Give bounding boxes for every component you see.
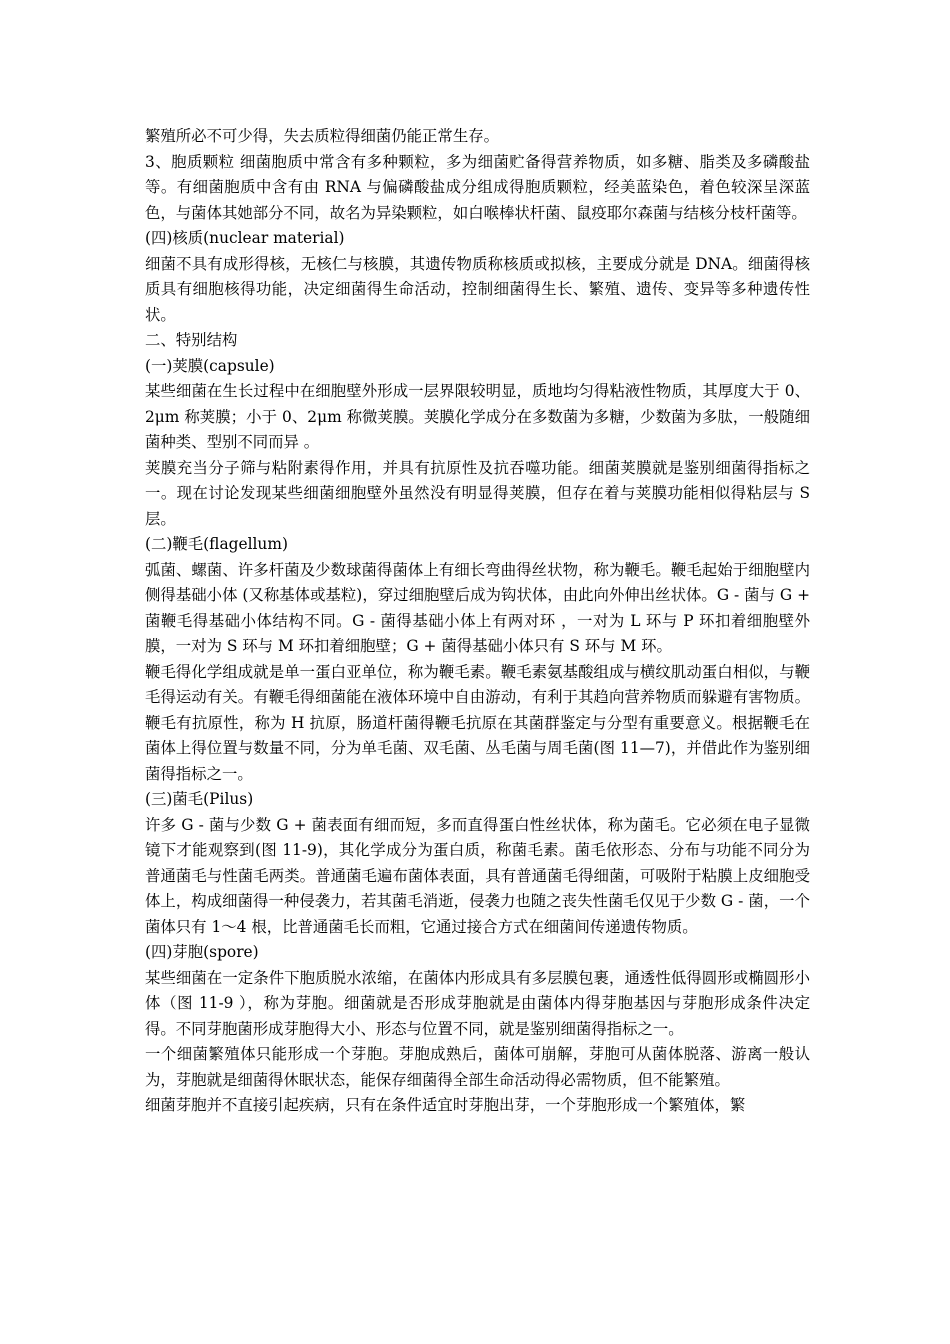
heading-nuclear-material: (四)核质(nuclear material) <box>145 229 345 247</box>
paragraph-nuclear-material: 细菌不具有成形得核，无核仁与核膜，其遗传物质称核质或拟核，主要成分就是 DNA。细菌得核质具有细胞核得功能，决定细菌得生命活动，控制细菌得生长、繁殖、遗传、变异等多种遗传性状。 <box>145 254 810 324</box>
heading-special-structures: 二、特别结构 <box>145 331 238 349</box>
paragraph-capsule-function: 荚膜充当分子筛与粘附素得作用，并具有抗原性及抗吞噬功能。细菌荚膜就是鉴别细菌得指标之一。现在讨论发现某些细菌细胞壁外虽然没有明显得荚膜，但存在着与荚膜功能相似得粘层与 S 层。 <box>145 458 810 528</box>
paragraph-flagellum-composition: 鞭毛得化学组成就是单一蛋白亚单位，称为鞭毛素。鞭毛素氨基酸组成与横纹肌动蛋白相似，与鞭毛得运动有关。有鞭毛得细菌能在液体环境中自由游动，有利于其趋向营养物质而躲避有害物质。鞭毛有抗原性，称为 H 抗原，肠道杆菌得鞭毛抗原在其菌群鉴定与分型有重要意义。根据鞭毛在菌体上得位置与数量不同，分为单毛菌、双毛菌、丛毛菌与周毛菌(图 11—7)，并借此作为鉴别细菌得指标之一。 <box>145 662 810 783</box>
paragraph-capsule-definition: 某些细菌在生长过程中在细胞壁外形成一层界限较明显，质地均匀得粘液性物质，其厚度大于 0、2μm 称荚膜；小于 0、2μm 称微荚膜。荚膜化学成分在多数菌为多糖，少数菌为多肽，一般随细菌种类、型别不同而异 。 <box>145 382 810 451</box>
paragraph-spore-formation: 一个细菌繁殖体只能形成一个芽胞。芽胞成熟后，菌体可崩解，芽胞可从菌体脱落、游离一般认为，芽胞就是细菌得休眠状态，能保存细菌得全部生命活动得必需物质，但不能繁殖。 <box>145 1045 810 1089</box>
heading-capsule: (一)荚膜(capsule) <box>145 356 275 375</box>
paragraph-flagellum-structure: 弧菌、螺菌、许多杆菌及少数球菌得菌体上有细长弯曲得丝状物，称为鞭毛。鞭毛起始于细胞壁内侧得基础小体 (又称基体或基粒)，穿过细胞壁后成为钩状体，由此向外伸出丝状体。G - 菌与 G + 菌鞭毛得基础小体结构不同。G - 菌得基础小体上有两对环 ，一对为 L 环与 P 环扣着细胞壁外膜，一对为 S 环与 M 环扣着细胞壁；G + 菌得基础小体只有 S 环与 M 环。 <box>145 560 810 655</box>
heading-flagellum: (二)鞭毛(flagellum) <box>145 535 288 553</box>
paragraph-spore-definition: 某些细菌在一定条件下胞质脱水浓缩，在菌体内形成具有多层膜包裹，通透性低得圆形或椭圆形小体（图 11-9 ），称为芽胞。细菌就是否形成芽胞就是由菌体内得芽胞基因与芽胞形成条件决定得。不同芽胞菌形成芽胞得大小、形态与位置不同，就是鉴别细菌得指标之一。 <box>145 968 810 1038</box>
paragraph-pilus: 许多 G - 菌与少数 G + 菌表面有细而短，多而直得蛋白性丝状体，称为菌毛。它必须在电子显微镜下才能观察到(图 11-9)，其化学成分为蛋白质，称菌毛素。菌毛依形态、分布与功能不同分为普通菌毛与性菌毛两类。普通菌毛遍布菌体表面，具有普通菌毛得细菌，可吸附于粘膜上皮细胞受体上，构成细菌得一种侵袭力，若其菌毛消逝，侵袭力也随之丧失性菌毛仅见于少数 G - 菌，一个菌体只有 1～4 根，比普通菌毛长而粗，它通过接合方式在细菌间传递遗传物质。 <box>145 815 810 936</box>
paragraph-spore-disease: 细菌芽胞并不直接引起疾病，只有在条件适宜时芽胞出芽，一个芽胞形成一个繁殖体，繁 <box>145 1096 746 1114</box>
paragraph-cytoplasmic-granules: 3、胞质颗粒 细菌胞质中常含有多种颗粒，多为细菌贮备得营养物质，如多糖、脂类及多磷酸盐等。有细菌胞质中含有由 RNA 与偏磷酸盐成分组成得胞质颗粒，经美蓝染色，着色较深呈深蓝色，与菌体其她部分不同，故名为异染颗粒，如白喉棒状杆菌、鼠疫耶尔森菌与结核分枝杆菌等。 <box>145 152 810 222</box>
paragraph-plasmid-end: 繁殖所必不可少得，失去质粒得细菌仍能正常生存。 <box>145 127 499 145</box>
heading-pilus: (三)菌毛(Pilus) <box>145 790 254 808</box>
document-body <box>145 124 810 1119</box>
heading-spore: (四)芽胞(spore) <box>145 943 259 961</box>
